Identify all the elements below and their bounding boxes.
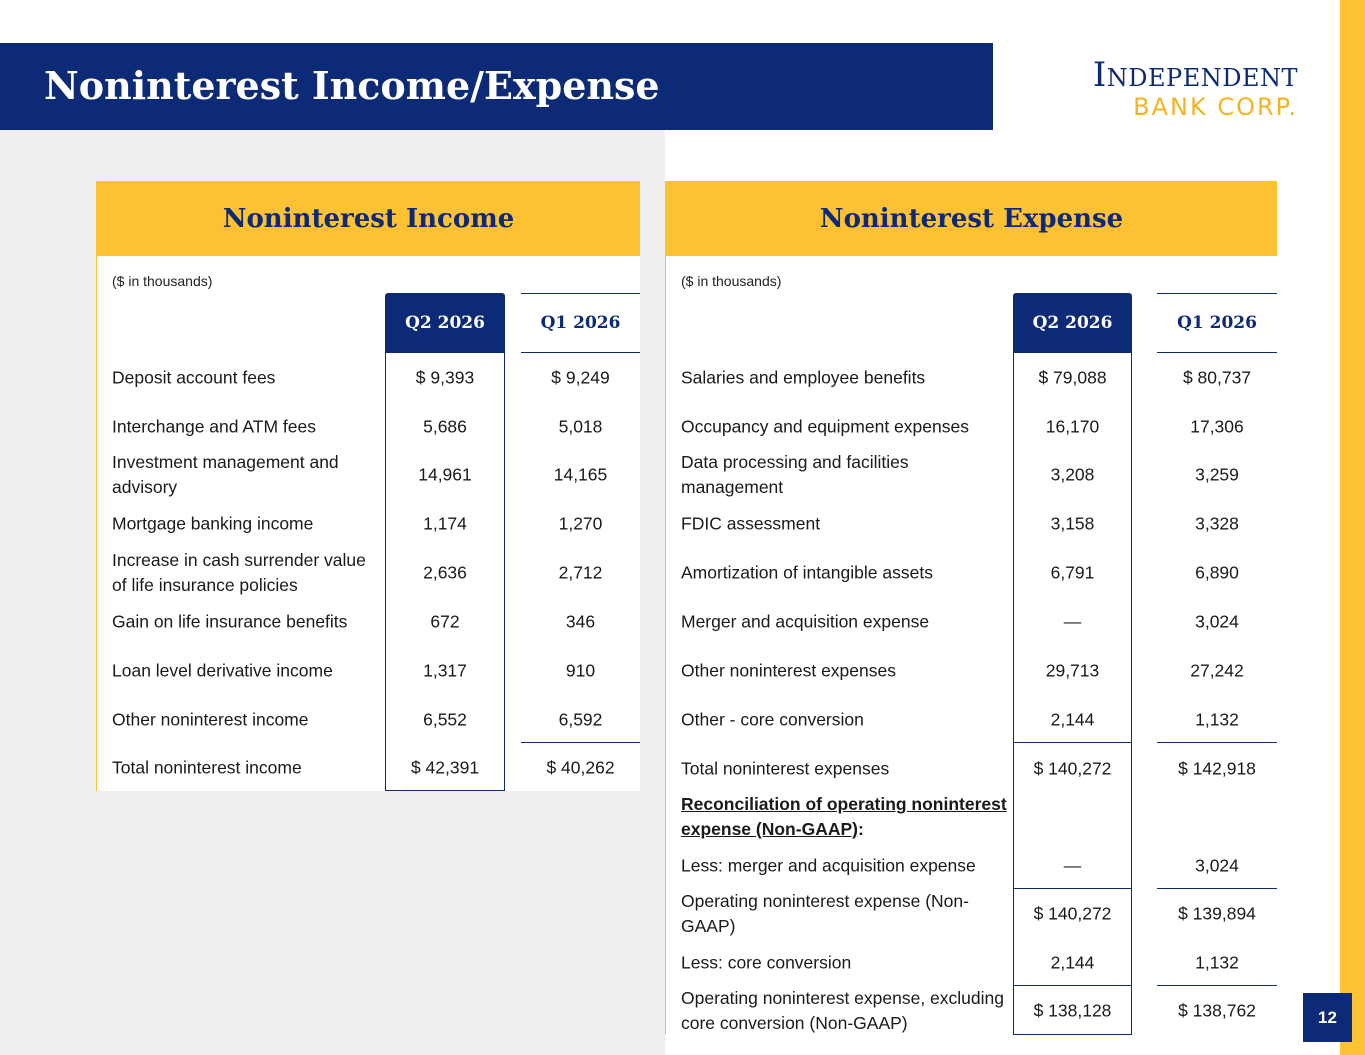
row-value-q1: $ 80,737 — [1182, 367, 1252, 387]
row-value-q1: 3,024 — [1195, 611, 1239, 631]
table-row — [666, 744, 1277, 793]
row-label: Less: merger and acquisition expense — [681, 855, 976, 875]
title-bar — [0, 43, 993, 130]
row-label: Total noninterest income — [112, 757, 302, 777]
row-label: Operating noninterest expense, excluding core conversion (Non-GAAP) — [681, 988, 1004, 1033]
row-label: Total noninterest expenses — [681, 758, 890, 778]
row-value-q1: 27,242 — [1190, 660, 1244, 680]
table-row — [97, 646, 640, 695]
row-label: Increase in cash surrender value of life insurance policies — [112, 549, 366, 595]
table-row — [666, 646, 1277, 695]
expense-units: ($ in thousands) — [681, 273, 782, 289]
row-value-q1: 3,328 — [1195, 513, 1239, 533]
row-value-q1: 3,259 — [1195, 464, 1239, 485]
row-value-q2: 16,170 — [1045, 416, 1100, 436]
table-row — [666, 938, 1277, 987]
logo-line2: BANK CORP. — [1133, 93, 1298, 121]
row-value-q1: 1,132 — [1195, 952, 1239, 972]
row-value-q2: 2,636 — [423, 562, 467, 582]
table-row — [97, 353, 640, 402]
income-heading: Noninterest Income — [97, 181, 640, 256]
income-col-q2-header: Q2 2026 — [385, 293, 505, 353]
expense-panel — [665, 181, 1277, 1035]
table-row — [97, 402, 640, 451]
income-panel — [96, 181, 640, 791]
row-value-q2: $ 79,088 — [1038, 367, 1107, 387]
row-label: Other - core conversion — [681, 709, 864, 729]
reconciliation-colon: : — [857, 819, 864, 839]
row-value-q2: $ 9,393 — [415, 367, 475, 387]
row-value-q1: 2,712 — [558, 562, 603, 582]
row-label: Gain on life insurance benefits — [112, 611, 348, 631]
table-row — [97, 548, 640, 597]
row-value-q1: $ 142,918 — [1178, 758, 1256, 778]
row-label: Interchange and ATM fees — [112, 416, 316, 436]
table-row — [666, 451, 1277, 499]
table-row — [666, 548, 1277, 597]
expense-col-q1-header: Q1 2026 — [1157, 293, 1277, 353]
row-value-q2: 5,686 — [423, 416, 467, 436]
row-value-q1: 6,592 — [558, 709, 603, 729]
row-value-q2: $ 140,272 — [1033, 758, 1112, 778]
row-value-q2: $ 140,272 — [1033, 903, 1112, 924]
table-row — [666, 695, 1277, 744]
table-row — [666, 597, 1277, 646]
table-row — [666, 890, 1277, 938]
row-value-q2: $ 138,128 — [1033, 1000, 1112, 1021]
row-label: Data processing and facilities management — [681, 452, 909, 497]
expense-heading: Noninterest Expense — [666, 181, 1277, 256]
row-value-q2: 6,791 — [1050, 562, 1095, 582]
row-label: Deposit account fees — [112, 367, 276, 387]
row-value-q2: 2,144 — [1050, 709, 1095, 729]
row-value-q1: $ 9,249 — [551, 367, 610, 387]
row-label: Less: core conversion — [681, 952, 852, 972]
row-label: Amortization of intangible assets — [681, 562, 933, 582]
table-row — [97, 744, 640, 791]
row-label: Loan level derivative income — [112, 660, 333, 680]
row-label: Occupancy and equipment expenses — [681, 416, 969, 436]
page-title: Noninterest Income/Expense — [44, 63, 660, 108]
row-value-q1: 5,018 — [558, 416, 603, 436]
row-value-q2: $ 42,391 — [410, 757, 480, 777]
accent-stripe — [1340, 0, 1365, 1055]
income-units: ($ in thousands) — [112, 273, 213, 289]
page-number: 12 — [1303, 993, 1352, 1042]
row-value-q1: 17,306 — [1190, 416, 1244, 436]
table-row — [97, 499, 640, 548]
table-row — [666, 841, 1277, 890]
row-label: Merger and acquisition expense — [681, 611, 930, 631]
row-value-q2: — — [1063, 611, 1082, 631]
logo-line1: Independent — [1092, 55, 1298, 95]
row-label — [681, 792, 1011, 842]
row-value-q1: 346 — [565, 611, 596, 631]
row-label: Mortgage banking income — [112, 513, 314, 533]
row-value-q2: 1,317 — [423, 660, 467, 680]
row-value-q1: 910 — [565, 660, 596, 680]
table-row — [97, 451, 640, 499]
row-value-q1: 14,165 — [553, 464, 608, 485]
row-value-q2: 1,174 — [423, 513, 467, 533]
row-value-q1: 1,270 — [558, 513, 603, 533]
table-row — [666, 353, 1277, 402]
row-value-q2: 14,961 — [418, 464, 472, 485]
table-row — [97, 597, 640, 646]
row-value-q2: 2,144 — [1050, 952, 1095, 972]
row-value-q1: 6,890 — [1195, 562, 1239, 582]
row-value-q2: 6,552 — [423, 709, 467, 729]
row-label: Investment management and advisory — [112, 452, 339, 497]
row-value-q1: 1,132 — [1195, 709, 1239, 729]
company-logo — [1000, 55, 1298, 123]
row-value-q1: $ 40,262 — [546, 757, 615, 777]
row-label: FDIC assessment — [681, 513, 821, 533]
table-row — [666, 499, 1277, 548]
row-label: Salaries and employee benefits — [681, 367, 926, 387]
row-value-q1: 3,024 — [1195, 855, 1239, 875]
table-row — [666, 987, 1277, 1035]
expense-col-q2-header: Q2 2026 — [1013, 293, 1132, 353]
reconciliation-heading: Reconciliation of operating noninterest expense (Non-GAAP) — [681, 794, 1007, 839]
row-label: Other noninterest income — [112, 709, 309, 729]
row-label: Other noninterest expenses — [681, 660, 896, 680]
table-row — [666, 402, 1277, 451]
row-value-q2: 672 — [430, 611, 460, 631]
row-value-q1: $ 138,762 — [1178, 1000, 1256, 1021]
row-value-q2: 29,713 — [1045, 660, 1100, 680]
row-value-q1: $ 139,894 — [1178, 903, 1256, 924]
income-col-q1-header: Q1 2026 — [521, 293, 640, 353]
row-label: Operating noninterest expense (Non-GAAP) — [681, 891, 969, 936]
table-row — [97, 695, 640, 744]
row-value-q2: 3,158 — [1050, 513, 1095, 533]
table-row — [666, 793, 1277, 841]
row-value-q2: 3,208 — [1050, 464, 1095, 485]
row-value-q2: — — [1063, 855, 1082, 875]
